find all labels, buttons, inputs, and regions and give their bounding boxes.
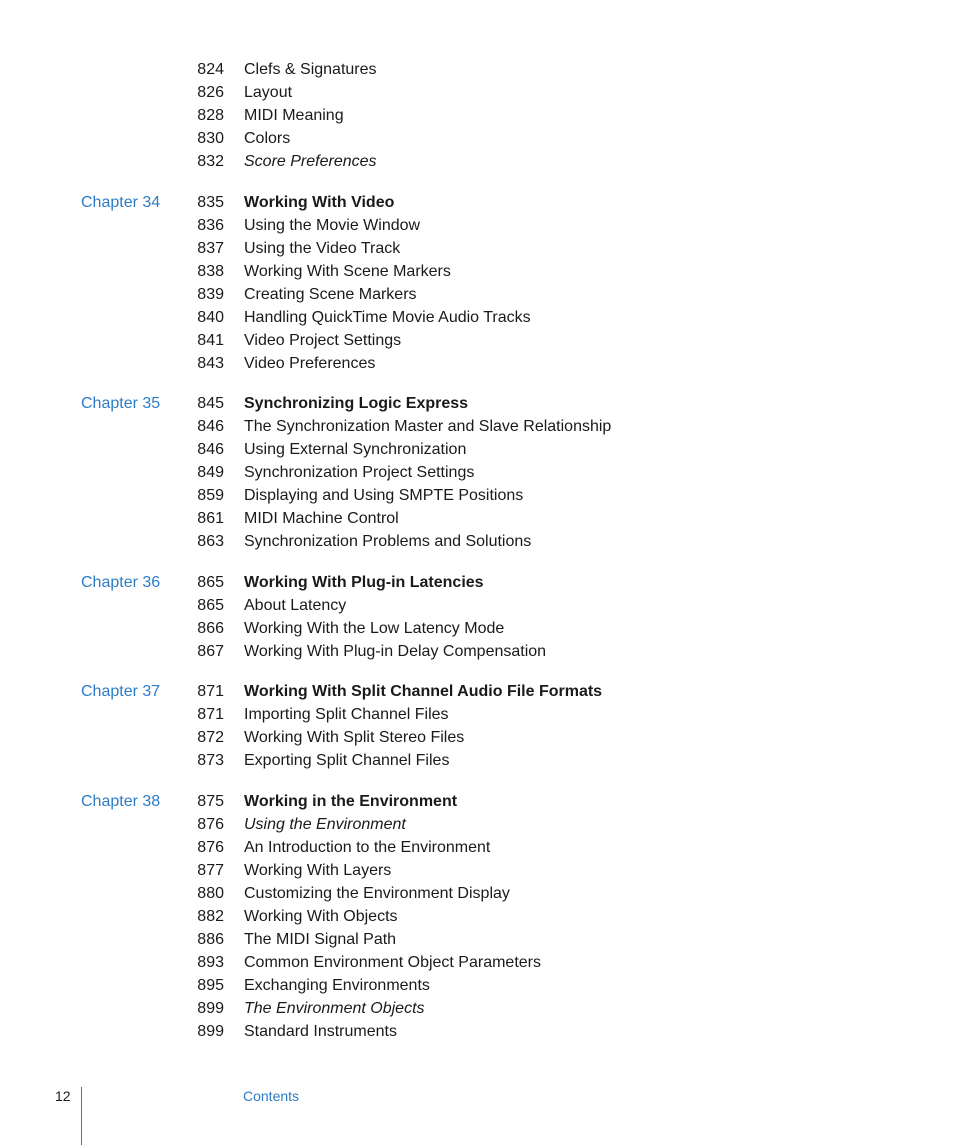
toc-page-number: 826 bbox=[197, 84, 224, 101]
toc-page-number: 880 bbox=[197, 884, 224, 902]
toc-entry-title: Importing Split Channel Files bbox=[244, 706, 449, 723]
toc-entry-title: Standard Instruments bbox=[244, 1022, 397, 1040]
toc-page-number: 863 bbox=[197, 533, 224, 550]
toc-page-number: 865 bbox=[197, 573, 224, 591]
chapter-label: Chapter 36 bbox=[81, 573, 161, 591]
toc-entry-title: Clefs & Signatures bbox=[244, 61, 377, 78]
toc-entry-title: Using the Video Track bbox=[244, 239, 401, 257]
toc-entry-title: An Introduction to the Environment bbox=[244, 838, 491, 856]
chapter-label: Chapter 37 bbox=[81, 683, 161, 700]
toc-page-number: 899 bbox=[197, 1022, 224, 1040]
toc-page-number: 836 bbox=[197, 216, 224, 234]
toc-page-number: 849 bbox=[197, 464, 224, 481]
toc-page-number: 893 bbox=[197, 953, 224, 971]
toc-page-number: 861 bbox=[197, 510, 224, 527]
toc-page-number: 871 bbox=[197, 683, 224, 700]
toc-page-number: 841 bbox=[197, 331, 224, 349]
toc-page-number: 882 bbox=[197, 907, 224, 925]
toc-page-number: 846 bbox=[197, 441, 224, 458]
toc-entry-title: Working With Plug-in Latencies bbox=[244, 573, 484, 591]
chapter-label: Chapter 35 bbox=[81, 395, 161, 412]
toc-page-number: 872 bbox=[197, 729, 224, 746]
toc-entry-title: Working With Scene Markers bbox=[244, 262, 451, 280]
toc-page-number: 835 bbox=[197, 193, 224, 211]
toc-page-number: 832 bbox=[197, 153, 224, 170]
toc-entry-title: Handling QuickTime Movie Audio Tracks bbox=[244, 308, 531, 326]
toc-entry-title: Layout bbox=[244, 84, 293, 101]
toc-page-number: 875 bbox=[197, 792, 224, 810]
toc-page-number: 867 bbox=[197, 642, 224, 660]
toc-page-number: 866 bbox=[197, 619, 224, 637]
toc-entry-title: Exchanging Environments bbox=[244, 976, 430, 994]
toc-page-number: 839 bbox=[197, 285, 224, 303]
toc-entry-title: Working in the Environment bbox=[244, 792, 458, 810]
footer-divider bbox=[81, 1087, 82, 1145]
page-number: 12 bbox=[55, 1088, 71, 1104]
toc-entry-title: Using External Synchronization bbox=[244, 441, 467, 458]
toc-entry-title: Video Project Settings bbox=[244, 331, 402, 349]
toc-entry-title: Creating Scene Markers bbox=[244, 285, 417, 303]
toc-entry-title: Synchronization Problems and Solutions bbox=[244, 533, 532, 550]
toc-entry-title: About Latency bbox=[244, 596, 347, 614]
toc-page-number: 843 bbox=[197, 354, 224, 372]
toc-entry-title: Working With Layers bbox=[244, 861, 392, 879]
toc-page-number: 840 bbox=[197, 308, 224, 326]
toc-page-number: 871 bbox=[197, 706, 224, 723]
toc-page-number: 837 bbox=[197, 239, 224, 257]
toc-entry-title: Working With Plug-in Delay Compensation bbox=[244, 642, 547, 660]
toc-entry-title: The Synchronization Master and Slave Relationship bbox=[244, 418, 612, 435]
toc-entry-title: Working With the Low Latency Mode bbox=[244, 619, 505, 637]
chapter-label: Chapter 38 bbox=[81, 792, 161, 810]
toc-entry-title: Using the Environment bbox=[244, 815, 406, 833]
toc-entry-title: MIDI Machine Control bbox=[244, 510, 399, 527]
toc-page-number: 859 bbox=[197, 487, 224, 504]
toc-entry-title: Common Environment Object Parameters bbox=[244, 953, 541, 971]
toc-entry-title: Synchronization Project Settings bbox=[244, 464, 475, 481]
toc-entry-title: Displaying and Using SMPTE Positions bbox=[244, 487, 524, 504]
toc-page-number: 895 bbox=[197, 976, 224, 994]
toc-entry-title: Working With Split Channel Audio File Formats bbox=[244, 683, 603, 700]
toc-entry-title: Working With Objects bbox=[244, 907, 398, 925]
toc-entry-title: Using the Movie Window bbox=[244, 216, 421, 234]
toc-entry-title: Working With Video bbox=[244, 193, 395, 211]
toc-page-number: 873 bbox=[197, 752, 224, 769]
chapter-label: Chapter 34 bbox=[81, 193, 161, 211]
toc-page-number: 876 bbox=[197, 815, 224, 833]
footer-section-label: Contents bbox=[243, 1088, 300, 1104]
toc-entry-title: The MIDI Signal Path bbox=[244, 930, 397, 948]
toc-entry-title: Working With Split Stereo Files bbox=[244, 729, 465, 746]
toc-entry-title: Video Preferences bbox=[244, 354, 376, 372]
toc-entry-title: MIDI Meaning bbox=[244, 107, 344, 124]
toc-page-number: 828 bbox=[197, 107, 224, 124]
toc-page-number: 876 bbox=[197, 838, 224, 856]
toc-entry-title: Score Preferences bbox=[244, 153, 377, 170]
toc-entry-title: Customizing the Environment Display bbox=[244, 884, 510, 902]
toc-page-number: 865 bbox=[197, 596, 224, 614]
toc-entry-title: The Environment Objects bbox=[244, 999, 425, 1017]
toc-page-number: 845 bbox=[197, 395, 224, 412]
toc-page-number: 824 bbox=[197, 61, 224, 78]
toc-page-number: 886 bbox=[197, 930, 224, 948]
toc-page-number: 838 bbox=[197, 262, 224, 280]
toc-entry-title: Synchronizing Logic Express bbox=[244, 395, 469, 412]
toc-entry-title: Exporting Split Channel Files bbox=[244, 752, 450, 769]
toc-entry-title: Colors bbox=[244, 130, 291, 147]
toc-page-number: 877 bbox=[197, 861, 224, 879]
toc-page-number: 830 bbox=[197, 130, 224, 147]
toc-page-number: 899 bbox=[197, 999, 224, 1017]
toc-page-number: 846 bbox=[197, 418, 224, 435]
